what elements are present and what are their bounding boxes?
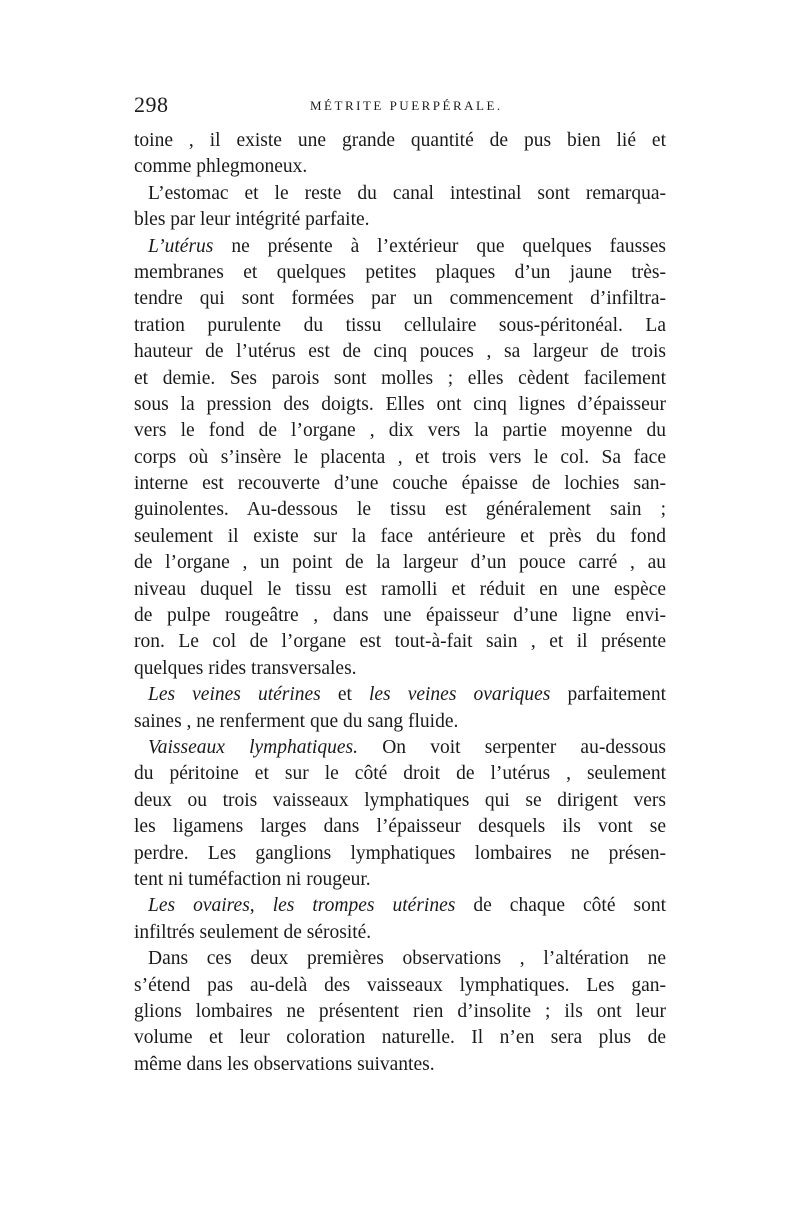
text-segment: de l’organe , un point de la largeur d’un pouce carré , au bbox=[134, 552, 666, 574]
text-segment: On voit serpenter au-dessous bbox=[357, 736, 667, 758]
text-line bbox=[134, 260, 666, 286]
running-title: MÉTRITE PUERPÉRALE. bbox=[310, 98, 503, 113]
text-line bbox=[134, 286, 666, 312]
text-line bbox=[134, 999, 666, 1025]
body-text bbox=[134, 128, 666, 1078]
text-line bbox=[134, 1052, 666, 1078]
text-line bbox=[134, 154, 666, 180]
text-segment: saines , ne renferment que du sang fluide. bbox=[134, 710, 459, 732]
page-number: 298 bbox=[134, 92, 169, 117]
text-line bbox=[134, 841, 666, 867]
text-line bbox=[134, 471, 666, 497]
text-line bbox=[134, 629, 666, 655]
text-segment: s’étend pas au-delà des vaisseaux lymphatiques. Les gan- bbox=[134, 974, 666, 996]
text-segment: les ligamens larges dans l’épaisseur desquels ils vont se bbox=[134, 816, 666, 838]
text-segment: perdre. Les ganglions lymphatiques lombaires ne présen- bbox=[134, 842, 666, 864]
text-line bbox=[134, 181, 666, 207]
text-line bbox=[134, 973, 666, 999]
text-segment: ron. Le col de l’organe est tout-à-fait sain , et il présente bbox=[134, 631, 666, 653]
text-segment: tration purulente du tissu cellulaire sous-péritonéal. La bbox=[134, 314, 666, 336]
italic-text: Les ovaires bbox=[148, 895, 250, 917]
text-segment: comme phlegmoneux. bbox=[134, 156, 308, 178]
italic-text: les veines ovariques bbox=[368, 684, 551, 706]
text-segment: même dans les observations suivantes. bbox=[134, 1053, 435, 1075]
text-line bbox=[134, 392, 666, 418]
text-line bbox=[134, 577, 666, 603]
text-line bbox=[134, 524, 666, 550]
text-line bbox=[134, 867, 666, 893]
text-segment: et demie. Ses parois sont molles ; elles cèdent facilement bbox=[134, 367, 666, 389]
text-segment: seulement il existe sur la face antérieure et près du fond bbox=[134, 525, 666, 547]
text-line bbox=[134, 761, 666, 787]
italic-text: les trompes utérines bbox=[272, 895, 456, 917]
text-segment: , bbox=[249, 895, 273, 917]
text-segment: vers le fond de l’organe , dix vers la partie moyenne du bbox=[134, 420, 666, 442]
text-line bbox=[134, 920, 666, 946]
text-line bbox=[134, 682, 666, 708]
text-line bbox=[134, 814, 666, 840]
text-line bbox=[134, 788, 666, 814]
text-line bbox=[134, 418, 666, 444]
text-segment: corps où s’insère le placenta , et trois vers le col. Sa face bbox=[134, 446, 666, 468]
text-line bbox=[134, 366, 666, 392]
text-segment: interne est recouverte d’une couche épaisse de lochies san- bbox=[134, 473, 666, 495]
text-line bbox=[134, 234, 666, 260]
page-header bbox=[134, 92, 666, 120]
italic-text: L’utérus bbox=[148, 235, 214, 257]
text-segment: tendre qui sont formées par un commencement d’infiltra- bbox=[134, 288, 666, 310]
text-line bbox=[134, 128, 666, 154]
text-segment: infiltrés seulement de sérosité. bbox=[134, 921, 372, 943]
text-segment: volume et leur coloration naturelle. Il n’en sera plus de bbox=[134, 1027, 666, 1049]
text-line bbox=[134, 550, 666, 576]
text-segment: guinolentes. Au-dessous le tissu est généralement sain ; bbox=[134, 499, 666, 521]
text-segment: de chaque côté sont bbox=[455, 895, 667, 917]
text-segment: quelques rides transversales. bbox=[134, 657, 357, 679]
text-segment: bles par leur intégrité parfaite. bbox=[134, 209, 370, 231]
text-line bbox=[134, 207, 666, 233]
text-segment: du péritoine et sur le côté droit de l’utérus , seulement bbox=[134, 763, 666, 785]
text-segment: ne présente à l’extérieur que quelques fausses bbox=[213, 235, 666, 257]
text-segment: et bbox=[320, 684, 369, 706]
text-line bbox=[134, 656, 666, 682]
text-segment: hauteur de l’utérus est de cinq pouces , sa largeur de trois bbox=[134, 341, 666, 363]
text-line bbox=[134, 313, 666, 339]
text-segment: toine , il existe une grande quantité de pus bien lié et bbox=[134, 130, 666, 151]
text-segment: glions lombaires ne présentent rien d’insolite ; ils ont leur bbox=[134, 1000, 666, 1022]
text-segment: niveau duquel le tissu est ramolli et réduit en une espèce bbox=[134, 578, 666, 600]
italic-text: Vaisseaux lymphatiques. bbox=[148, 736, 358, 758]
text-segment: deux ou trois vaisseaux lymphatiques qui se dirigent vers bbox=[134, 789, 666, 811]
text-segment: tent ni tuméfaction ni rougeur. bbox=[134, 868, 371, 890]
text-line bbox=[134, 893, 666, 919]
text-segment: sous la pression des doigts. Elles ont cinq lignes d’épaisseur bbox=[134, 393, 666, 415]
text-segment: de pulpe rougeâtre , dans une épaisseur d’une ligne envi- bbox=[134, 605, 666, 627]
text-segment: Dans ces deux premières observations , l’altération ne bbox=[148, 948, 666, 970]
text-line bbox=[134, 946, 666, 972]
text-segment: membranes et quelques petites plaques d’un jaune très- bbox=[134, 261, 666, 283]
text-line bbox=[134, 1025, 666, 1051]
text-line bbox=[134, 445, 666, 471]
text-segment: parfaitement bbox=[550, 684, 666, 706]
text-line bbox=[134, 603, 666, 629]
italic-text: Les veines utérines bbox=[148, 684, 321, 706]
text-segment: L’estomac et le reste du canal intestinal sont remarqua- bbox=[148, 182, 666, 204]
text-line bbox=[134, 709, 666, 735]
text-line bbox=[134, 497, 666, 523]
text-line bbox=[134, 339, 666, 365]
text-line bbox=[134, 735, 666, 761]
